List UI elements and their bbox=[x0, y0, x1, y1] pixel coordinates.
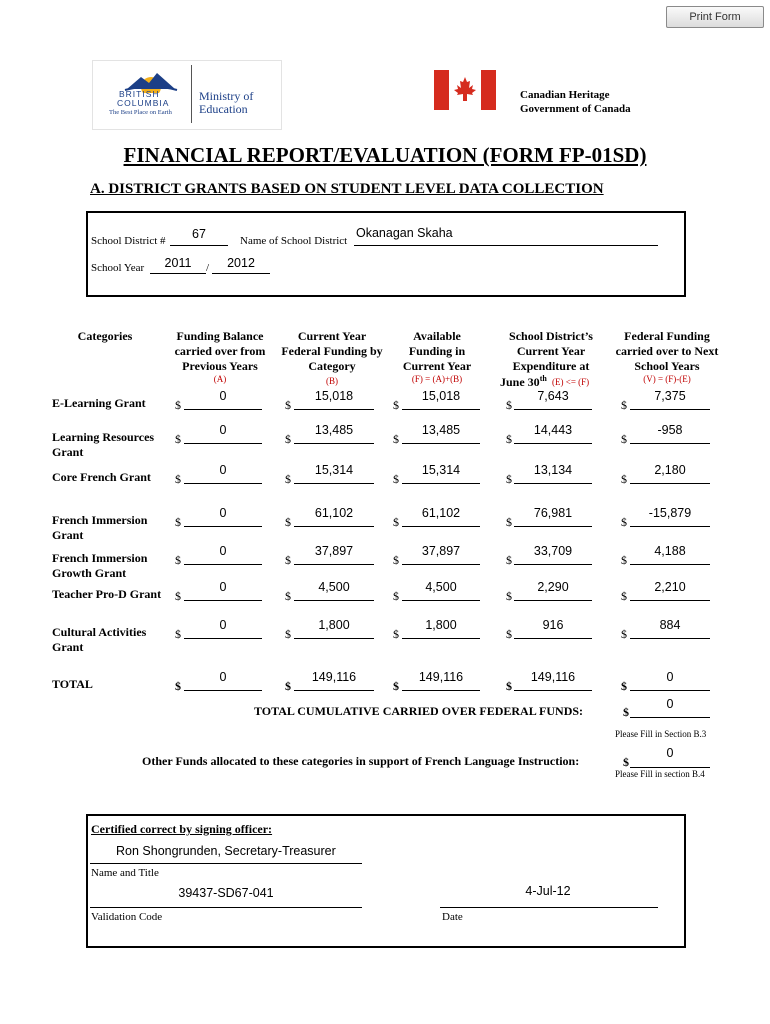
grant-column-b-field[interactable]: 4,500 bbox=[318, 580, 350, 594]
other-funds-note: Please Fill in section B.4 bbox=[615, 769, 705, 779]
column-b-formula: (B) bbox=[326, 376, 338, 386]
grant-column-e-field[interactable]: 76,981 bbox=[533, 506, 573, 520]
dollar-sign: $ bbox=[175, 589, 181, 603]
dollar-sign: $ bbox=[621, 515, 627, 529]
dollar-sign: $ bbox=[506, 679, 512, 693]
column-e-header-date: June 30th bbox=[500, 374, 547, 389]
date-field[interactable]: 4-Jul-12 bbox=[525, 884, 571, 898]
field-underline bbox=[294, 483, 374, 484]
field-underline bbox=[630, 690, 710, 691]
certification-heading: Certified correct by signing officer: bbox=[91, 822, 273, 836]
grant-column-v-field[interactable]: 2,180 bbox=[654, 463, 686, 477]
dollar-sign: $ bbox=[175, 553, 181, 567]
grant-column-v-field[interactable]: -958 bbox=[657, 423, 683, 437]
dollar-sign: $ bbox=[506, 515, 512, 529]
other-funds-label: Other Funds allocated to these categories in support of French Language Instruction: bbox=[142, 754, 580, 768]
field-underline bbox=[630, 409, 710, 410]
dollar-sign: $ bbox=[393, 627, 399, 641]
field-underline bbox=[630, 564, 710, 565]
dollar-sign: $ bbox=[621, 432, 627, 446]
print-form-button[interactable]: Print Form bbox=[666, 6, 764, 28]
field-underline bbox=[402, 526, 480, 527]
validation-code-field[interactable]: 39437-SD67-041 bbox=[178, 886, 274, 900]
column-e-formula: (E) <= (F) bbox=[552, 377, 590, 387]
dollar-sign: $ bbox=[393, 432, 399, 446]
grant-column-f-field[interactable]: 61,102 bbox=[421, 506, 461, 520]
cumulative-dollar-sign: $ bbox=[623, 705, 629, 719]
dollar-sign: $ bbox=[621, 553, 627, 567]
grant-row-label: Teacher Pro-D Grant bbox=[52, 587, 162, 601]
grant-column-b-field[interactable]: 1,800 bbox=[318, 618, 350, 632]
grant-row-label: E-Learning Grant bbox=[52, 396, 146, 410]
dollar-sign: $ bbox=[285, 553, 291, 567]
dollar-sign: $ bbox=[506, 589, 512, 603]
heritage-line2: Government of Canada bbox=[520, 103, 631, 115]
grant-column-b-field[interactable]: 13,485 bbox=[314, 423, 354, 437]
grant-column-a-field[interactable]: 0 bbox=[219, 389, 227, 403]
field-underline bbox=[402, 564, 480, 565]
field-underline bbox=[184, 690, 262, 691]
total-label: TOTAL bbox=[52, 677, 93, 691]
total-column-f-field[interactable]: 149,116 bbox=[418, 670, 464, 684]
section-a-heading: A. DISTRICT GRANTS BASED ON STUDENT LEVEL DATA COLLECTION bbox=[90, 181, 604, 197]
dollar-sign: $ bbox=[285, 679, 291, 693]
dollar-sign: $ bbox=[621, 589, 627, 603]
grant-column-f-field[interactable]: 4,500 bbox=[425, 580, 457, 594]
grant-column-f-field[interactable]: 1,800 bbox=[425, 618, 457, 632]
ministry-name-line2: Education bbox=[199, 102, 248, 116]
validation-code-label: Validation Code bbox=[91, 911, 163, 923]
field-underline bbox=[514, 600, 592, 601]
grant-column-f-field[interactable]: 15,314 bbox=[421, 463, 461, 477]
bc-wordmark-line1: BRITISH bbox=[119, 89, 160, 99]
dollar-sign: $ bbox=[393, 515, 399, 529]
dollar-sign: $ bbox=[506, 553, 512, 567]
dollar-sign: $ bbox=[621, 679, 627, 693]
column-f-formula: (F) = (A)+(B) bbox=[411, 374, 463, 384]
dollar-sign: $ bbox=[285, 627, 291, 641]
field-underline bbox=[514, 526, 592, 527]
grant-column-a-field[interactable]: 0 bbox=[219, 618, 227, 632]
dollar-sign: $ bbox=[621, 472, 627, 486]
ministry-logo bbox=[92, 60, 282, 130]
grant-column-e-field[interactable]: 916 bbox=[542, 618, 564, 632]
grant-column-e-field[interactable]: 13,134 bbox=[533, 463, 573, 477]
school-year-separator: / bbox=[206, 262, 210, 274]
dollar-sign: $ bbox=[285, 398, 291, 412]
grant-column-v-field[interactable]: -15,879 bbox=[648, 506, 692, 520]
total-column-a-field[interactable]: 0 bbox=[219, 670, 227, 684]
dollar-sign: $ bbox=[285, 472, 291, 486]
grant-column-a-field[interactable]: 0 bbox=[219, 506, 227, 520]
form-title: FINANCIAL REPORT/EVALUATION (FORM FP-01SD) bbox=[123, 143, 647, 167]
school-district-name-field[interactable]: Okanagan Skaha bbox=[356, 226, 453, 240]
field-underline bbox=[630, 600, 710, 601]
field-underline bbox=[294, 638, 374, 639]
field-underline bbox=[630, 443, 710, 444]
field-underline bbox=[514, 483, 592, 484]
field-underline bbox=[402, 483, 480, 484]
field-underline bbox=[294, 443, 374, 444]
school-district-number-field[interactable]: 67 bbox=[192, 227, 206, 241]
total-column-b-field[interactable]: 149,116 bbox=[311, 670, 357, 684]
dollar-sign: $ bbox=[285, 432, 291, 446]
dollar-sign: $ bbox=[175, 472, 181, 486]
total-column-v-field[interactable]: 0 bbox=[666, 670, 674, 684]
dollar-sign: $ bbox=[393, 679, 399, 693]
dollar-sign: $ bbox=[393, 553, 399, 567]
field-underline bbox=[630, 638, 710, 639]
grant-column-e-field[interactable]: 7,643 bbox=[537, 389, 569, 403]
field-underline bbox=[294, 564, 374, 565]
dollar-sign: $ bbox=[393, 472, 399, 486]
grant-row-label: Learning Resources Grant bbox=[52, 430, 155, 459]
dollar-sign: $ bbox=[506, 627, 512, 641]
column-a-formula: (A) bbox=[213, 374, 227, 384]
field-underline bbox=[514, 443, 592, 444]
field-underline bbox=[184, 483, 262, 484]
school-year-label: School Year bbox=[91, 262, 145, 274]
other-funds-dollar-sign: $ bbox=[623, 755, 629, 769]
bc-wordmark-line2: COLUMBIA bbox=[117, 98, 170, 108]
column-e-header: School District’s Current Year Expenditure at bbox=[509, 329, 593, 373]
grant-column-b-field[interactable]: 15,314 bbox=[314, 463, 354, 477]
grant-column-f-field[interactable]: 15,018 bbox=[421, 389, 461, 403]
grant-column-b-field[interactable]: 15,018 bbox=[314, 389, 354, 403]
total-column-e-field[interactable]: 149,116 bbox=[530, 670, 576, 684]
column-a-header: Funding Balance carried over from Previous Years bbox=[174, 329, 266, 373]
grant-column-f-field[interactable]: 37,897 bbox=[421, 544, 461, 558]
field-underline bbox=[402, 443, 480, 444]
column-v-formula: (V) = (F)-(E) bbox=[643, 374, 691, 384]
field-underline bbox=[294, 600, 374, 601]
dollar-sign: $ bbox=[393, 398, 399, 412]
ministry-name-line1: Ministry of bbox=[199, 89, 254, 103]
grant-row-label: Core French Grant bbox=[52, 470, 151, 484]
grant-column-b-field[interactable]: 61,102 bbox=[314, 506, 354, 520]
school-district-name-label: Name of School District bbox=[240, 235, 348, 247]
other-funds-value-field[interactable]: 0 bbox=[666, 746, 674, 760]
field-underline bbox=[184, 443, 262, 444]
cumulative-value-field[interactable]: 0 bbox=[666, 697, 674, 711]
column-v-header: Federal Funding carried over to Next School Years bbox=[615, 329, 719, 373]
signing-officer-name-field[interactable]: Ron Shongrunden, Secretary-Treasurer bbox=[116, 844, 336, 858]
field-underline bbox=[514, 690, 592, 691]
grant-column-b-field[interactable]: 37,897 bbox=[314, 544, 354, 558]
dollar-sign: $ bbox=[506, 398, 512, 412]
grant-row-label: French Immersion Growth Grant bbox=[52, 551, 148, 580]
field-underline bbox=[402, 638, 480, 639]
dollar-sign: $ bbox=[175, 627, 181, 641]
grant-column-a-field[interactable]: 0 bbox=[219, 423, 227, 437]
cumulative-label: TOTAL CUMULATIVE CARRIED OVER FEDERAL FUNDS: bbox=[254, 704, 584, 718]
grant-column-v-field[interactable]: 7,375 bbox=[654, 389, 686, 403]
name-title-label: Name and Title bbox=[91, 867, 159, 879]
grant-column-e-field[interactable]: 33,709 bbox=[533, 544, 573, 558]
field-underline bbox=[402, 690, 480, 691]
dollar-sign: $ bbox=[175, 515, 181, 529]
field-underline bbox=[294, 690, 374, 691]
dollar-sign: $ bbox=[175, 432, 181, 446]
school-year-start-field[interactable]: 2011 bbox=[164, 256, 192, 270]
dollar-sign: $ bbox=[285, 515, 291, 529]
date-label: Date bbox=[442, 911, 463, 923]
field-underline bbox=[294, 526, 374, 527]
dollar-sign: $ bbox=[506, 472, 512, 486]
field-underline bbox=[184, 638, 262, 639]
grant-column-e-field[interactable]: 2,290 bbox=[537, 580, 569, 594]
field-underline bbox=[630, 526, 710, 527]
heritage-line1: Canadian Heritage bbox=[520, 89, 610, 101]
grant-column-e-field[interactable]: 14,443 bbox=[533, 423, 573, 437]
grant-column-a-field[interactable]: 0 bbox=[219, 544, 227, 558]
dollar-sign: $ bbox=[175, 398, 181, 412]
bc-tagline: The Best Place on Earth bbox=[109, 109, 172, 116]
categories-header: Categories bbox=[77, 329, 133, 343]
field-underline bbox=[514, 564, 592, 565]
field-underline bbox=[514, 638, 592, 639]
field-underline bbox=[294, 409, 374, 410]
grant-column-v-field[interactable]: 4,188 bbox=[654, 544, 686, 558]
canada-flag-icon bbox=[434, 70, 496, 110]
field-underline bbox=[184, 564, 262, 565]
field-underline bbox=[402, 409, 480, 410]
grant-column-a-field[interactable]: 0 bbox=[219, 463, 227, 477]
school-year-end-field[interactable]: 2012 bbox=[227, 256, 255, 270]
grant-column-f-field[interactable]: 13,485 bbox=[421, 423, 461, 437]
field-underline bbox=[184, 600, 262, 601]
field-underline bbox=[514, 409, 592, 410]
dollar-sign: $ bbox=[621, 398, 627, 412]
grant-column-v-field[interactable]: 2,210 bbox=[654, 580, 686, 594]
field-underline bbox=[184, 526, 262, 527]
dollar-sign: $ bbox=[621, 627, 627, 641]
field-underline bbox=[402, 600, 480, 601]
district-info-box bbox=[86, 211, 686, 297]
dollar-sign: $ bbox=[393, 589, 399, 603]
school-district-number-label: School District # bbox=[91, 235, 166, 247]
dollar-sign: $ bbox=[285, 589, 291, 603]
grant-row-label: French Immersion Grant bbox=[52, 513, 148, 542]
grant-column-v-field[interactable]: 884 bbox=[659, 618, 681, 632]
column-f-header: Available Funding in Current Year bbox=[402, 329, 472, 373]
cumulative-note: Please Fill in Section B.3 bbox=[615, 729, 707, 739]
dollar-sign: $ bbox=[506, 432, 512, 446]
logo-divider bbox=[191, 65, 192, 123]
field-underline bbox=[630, 483, 710, 484]
dollar-sign: $ bbox=[175, 679, 181, 693]
column-b-header: Current Year Federal Funding by Category bbox=[281, 329, 383, 373]
field-underline bbox=[184, 409, 262, 410]
grant-column-a-field[interactable]: 0 bbox=[219, 580, 227, 594]
grant-row-label: Cultural Activities Grant bbox=[52, 625, 147, 654]
